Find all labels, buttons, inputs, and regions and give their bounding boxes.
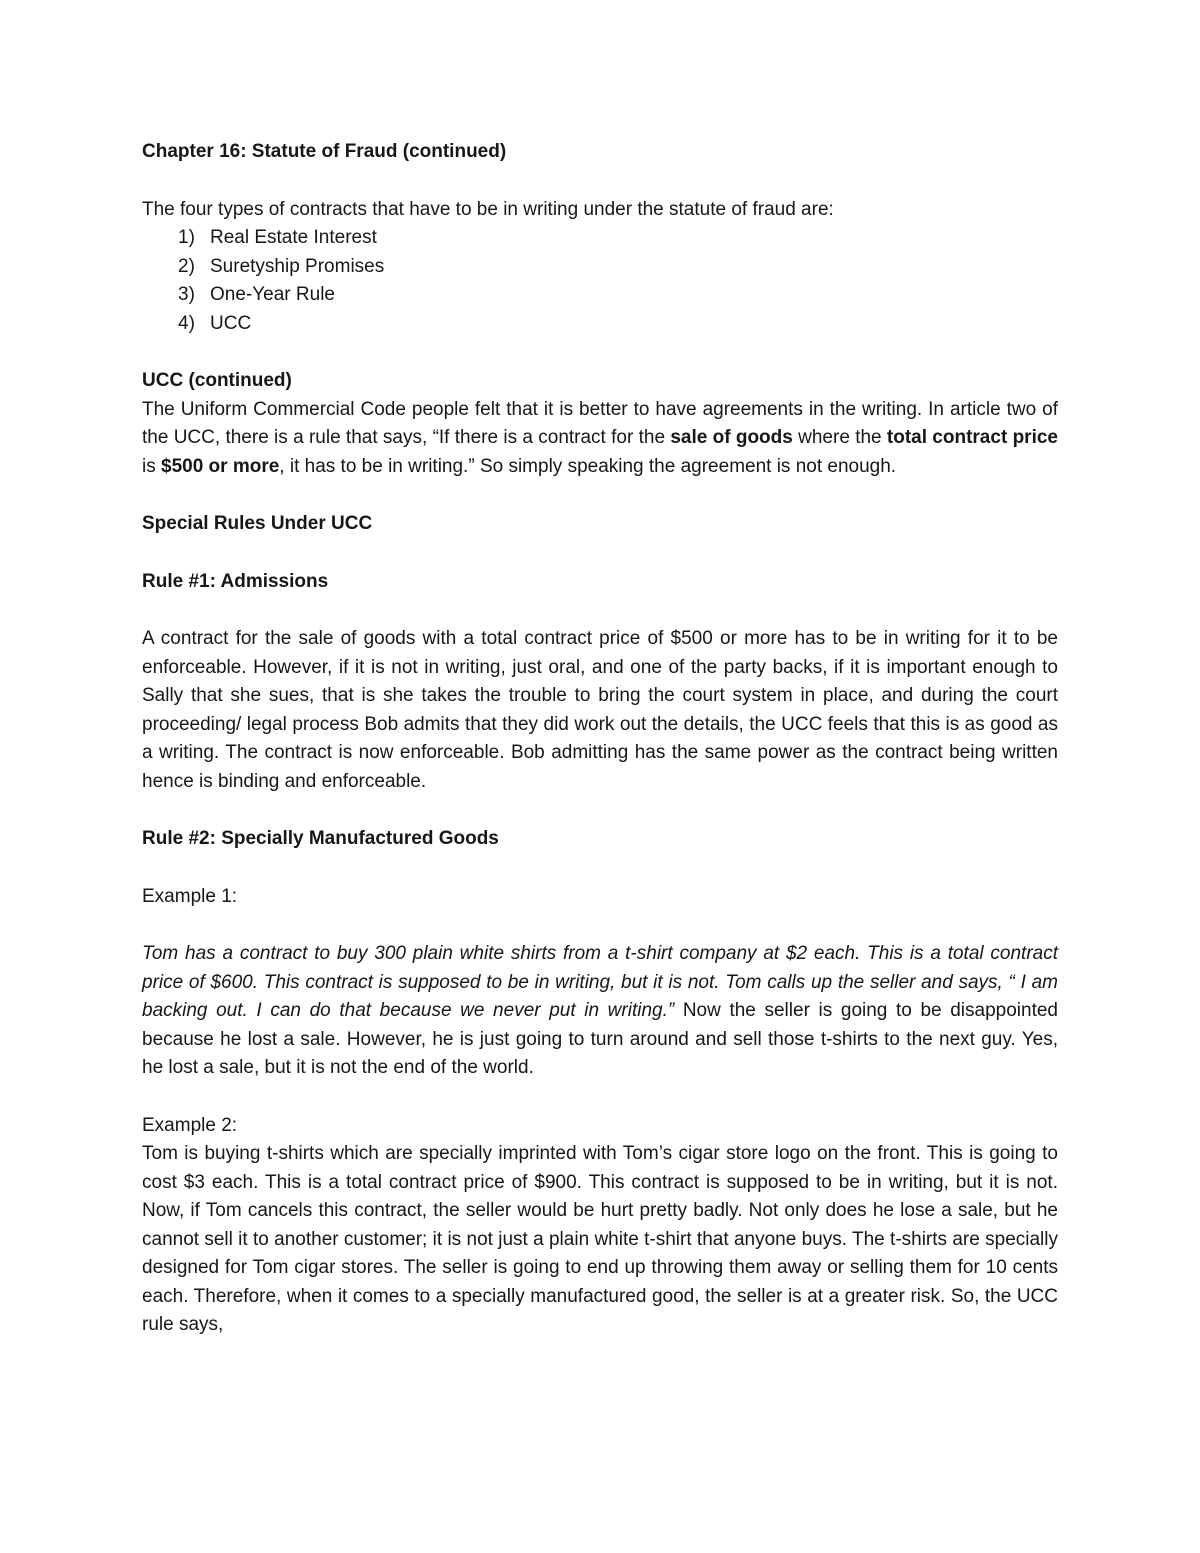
text-segment-italic: Tom has a contract to buy 300 plain white shirts from a t-shirt company at $2 each. This is a total contract price of $600. This contract is supposed to be in writing, but it is not. Tom calls up the seller and says, “ I am backing out. I can do that because we never put in writing.” (142, 943, 1058, 1021)
chapter-heading: Chapter 16: Statute of Fraud (continued) (142, 141, 507, 162)
example1-paragraph (142, 940, 1058, 1083)
text-segment: where the (792, 427, 887, 448)
text-segment-bold: sale of goods (670, 427, 793, 448)
list-item-text: One-Year Rule (210, 284, 335, 305)
list-item-text: Suretyship Promises (210, 255, 385, 277)
list-item (142, 224, 1058, 253)
contract-types-list (142, 224, 1058, 338)
list-item-text: UCC (210, 312, 252, 334)
example2-paragraph: Tom is buying t-shirts which are specially imprinted with Tom’s cigar store logo on the front. This is going to cost $3 each. This is a total contract price of $900. This contract is supposed to be in writing, but it is not. Now, if Tom cancels this contract, the seller would be hurt pretty badly. Not only does he lose a sale, but he cannot sell it to another customer; it is not just a plain white t-shirt that anyone buys. The t-shirts are specially designed for Tom cigar stores. The seller is going to end up throwing them away or selling them for 10 cents each. Therefore, when it comes to a specially manufactured good, the seller is at a greater risk. So, the UCC rule says, (142, 1143, 1058, 1335)
ucc-paragraph (142, 396, 1058, 482)
list-item-number: 1) (178, 227, 195, 248)
example1-label: Example 1: (142, 885, 238, 907)
special-rules-heading: Special Rules Under UCC (142, 513, 373, 534)
rule1-heading: Rule #1: Admissions (142, 570, 329, 592)
list-item (142, 310, 1058, 339)
text-segment: The Uniform Commercial Code people felt that it is better to have agreements in the writing. In article two of the UCC, there is a rule that says, “If there is a contract for the (142, 398, 1058, 448)
list-item (142, 281, 1058, 310)
list-item-number: 4) (178, 312, 195, 334)
rule2-heading: Rule #2: Specially Manufactured Goods (142, 828, 499, 849)
text-segment: is (142, 455, 161, 477)
text-segment: , it has to be in writing.” So simply speaking the agreement is not enough. (279, 455, 897, 477)
text-segment: Now the seller is going to be disappointed because he lost a sale. However, he is just going to turn around and sell those t-shirts to the next guy. Yes, he lost a sale, but it is not the end of the world. (142, 1000, 1058, 1078)
list-item-number: 3) (178, 284, 195, 305)
rule1-paragraph: A contract for the sale of goods with a total contract price of $500 or more has to be in writing for it to be enforceable. However, if it is not in writing, just oral, and one of the party backs, if it is important enough to Sally that she sues, that is she takes the trouble to bring the court system in place, and during the court proceeding/ legal process Bob admits that they did work out the details, the UCC feels that this is as good as a writing. The contract is now enforceable. Bob admitting has the same power as the contract being written hence is binding and enforceable. (142, 628, 1058, 792)
list-item (142, 253, 1058, 282)
list-item-number: 2) (178, 255, 195, 277)
text-segment-bold: $500 or more (161, 455, 280, 477)
example2-label: Example 2: (142, 1114, 238, 1136)
text-segment-bold: total contract price (886, 427, 1058, 448)
ucc-heading: UCC (continued) (142, 370, 292, 391)
intro-paragraph: The four types of contracts that have to be in writing under the statute of fraud are: (142, 198, 834, 220)
list-item-text: Real Estate Interest (210, 227, 377, 248)
